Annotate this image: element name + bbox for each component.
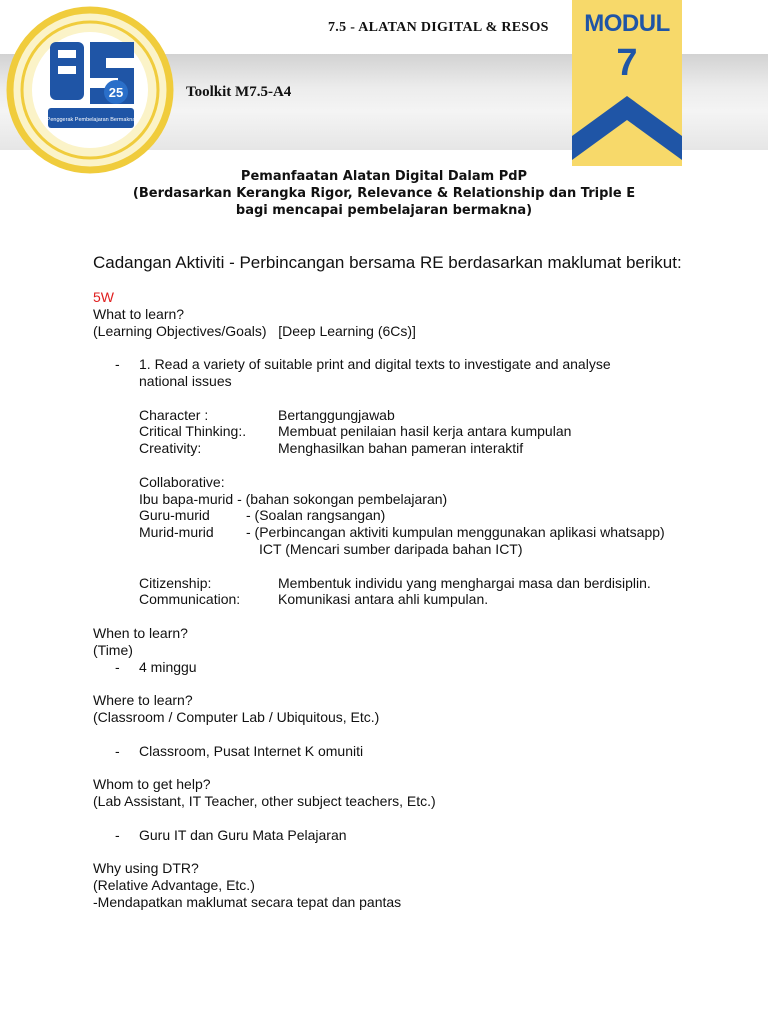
modul-number: 7 bbox=[616, 42, 638, 84]
toolkit-code: Toolkit M7.5-A4 bbox=[186, 84, 292, 100]
what-question: What to learn? bbox=[93, 305, 185, 322]
objective-line-2: national issues bbox=[139, 372, 232, 389]
list-item: - 1. Read a variety of suitable print and digital texts to investigate and analyse national issues bbox=[93, 356, 743, 390]
title-line-1: Pemanfaatan Alatan Digital Dalam PdP bbox=[240, 169, 528, 184]
whom-subtitle: (Lab Assistant, IT Teacher, other subject teachers, Etc.) bbox=[93, 792, 436, 809]
skill-row: Communication: Komunikasi antara ahli kumpulan. bbox=[139, 591, 489, 608]
skill-row: Citizenship: Membentuk individu yang menghargai masa dan berdisiplin. bbox=[139, 574, 651, 591]
title-line-2: (Berdasarkan Kerangka Rigor, Relevance & Relationship dan Triple E bbox=[132, 186, 636, 201]
where-question: Where to learn? bbox=[93, 692, 193, 709]
logo-caption: Penggerak Pembelajaran Bermakna bbox=[46, 117, 136, 123]
document-body bbox=[93, 253, 743, 910]
when-answer: 4 minggu bbox=[139, 658, 197, 675]
modul-word: MODUL bbox=[584, 10, 670, 37]
list-item: - 4 minggu bbox=[93, 659, 743, 676]
chevron-up-icon bbox=[572, 90, 682, 166]
when-question: When to learn? bbox=[93, 624, 188, 641]
where-subtitle: (Classroom / Computer Lab / Ubiquitous, Etc.) bbox=[93, 708, 380, 725]
why-question: Why using DTR? bbox=[93, 860, 199, 877]
collab-row: Ibu bapa-murid - (bahan sokongan pembelajaran) bbox=[139, 490, 448, 507]
section-title: 7.5 - ALATAN DIGITAL & RESOS bbox=[328, 20, 549, 35]
collab-row: Murid-murid - (Perbincangan aktiviti kumpulan menggunakan aplikasi whatsapp) bbox=[139, 524, 665, 541]
skill-row: Critical Thinking:. Membuat penilaian hasil kerja antara kumpulan bbox=[139, 423, 572, 440]
skill-row: Creativity: Menghasilkan bahan pameran interaktif bbox=[139, 440, 524, 457]
collab-continuation: ICT (Mencari sumber daripada bahan ICT) bbox=[259, 540, 523, 557]
why-subtitle: (Relative Advantage, Etc.) bbox=[93, 876, 255, 893]
skill-row: Character : Bertanggungjawab bbox=[139, 406, 395, 423]
where-answer: Classroom, Pusat Internet K omuniti bbox=[139, 742, 364, 759]
whom-question: Whom to get help? bbox=[93, 776, 211, 793]
label-5w: 5W bbox=[93, 289, 114, 305]
when-subtitle: (Time) bbox=[93, 641, 133, 658]
title-line-3: bagi mencapai pembelajaran bermakna) bbox=[235, 203, 533, 218]
collaborative-label: Collaborative: bbox=[139, 473, 225, 490]
list-item: - Classroom, Pusat Internet K omuniti bbox=[93, 743, 743, 760]
whom-answer: Guru IT dan Guru Mata Pelajaran bbox=[139, 826, 347, 843]
collab-row: Guru-murid - (Soalan rangsangan) bbox=[139, 507, 386, 524]
document-title bbox=[0, 168, 768, 219]
activity-heading: Cadangan Aktiviti - Perbincangan bersama RE berdasarkan maklumat berikut: bbox=[93, 253, 682, 272]
list-item: - Guru IT dan Guru Mata Pelajaran bbox=[93, 827, 743, 844]
what-subtitle: (Learning Objectives/Goals) [Deep Learning (6Cs)] bbox=[93, 322, 416, 339]
objective-line-1: 1. Read a variety of suitable print and digital texts to investigate and analyse bbox=[139, 356, 611, 373]
logo-text: 25 bbox=[108, 85, 124, 100]
school-transformation-logo bbox=[4, 4, 176, 176]
modul-badge bbox=[572, 0, 682, 166]
why-answer: -Mendapatkan maklumat secara tepat dan pantas bbox=[93, 893, 402, 910]
